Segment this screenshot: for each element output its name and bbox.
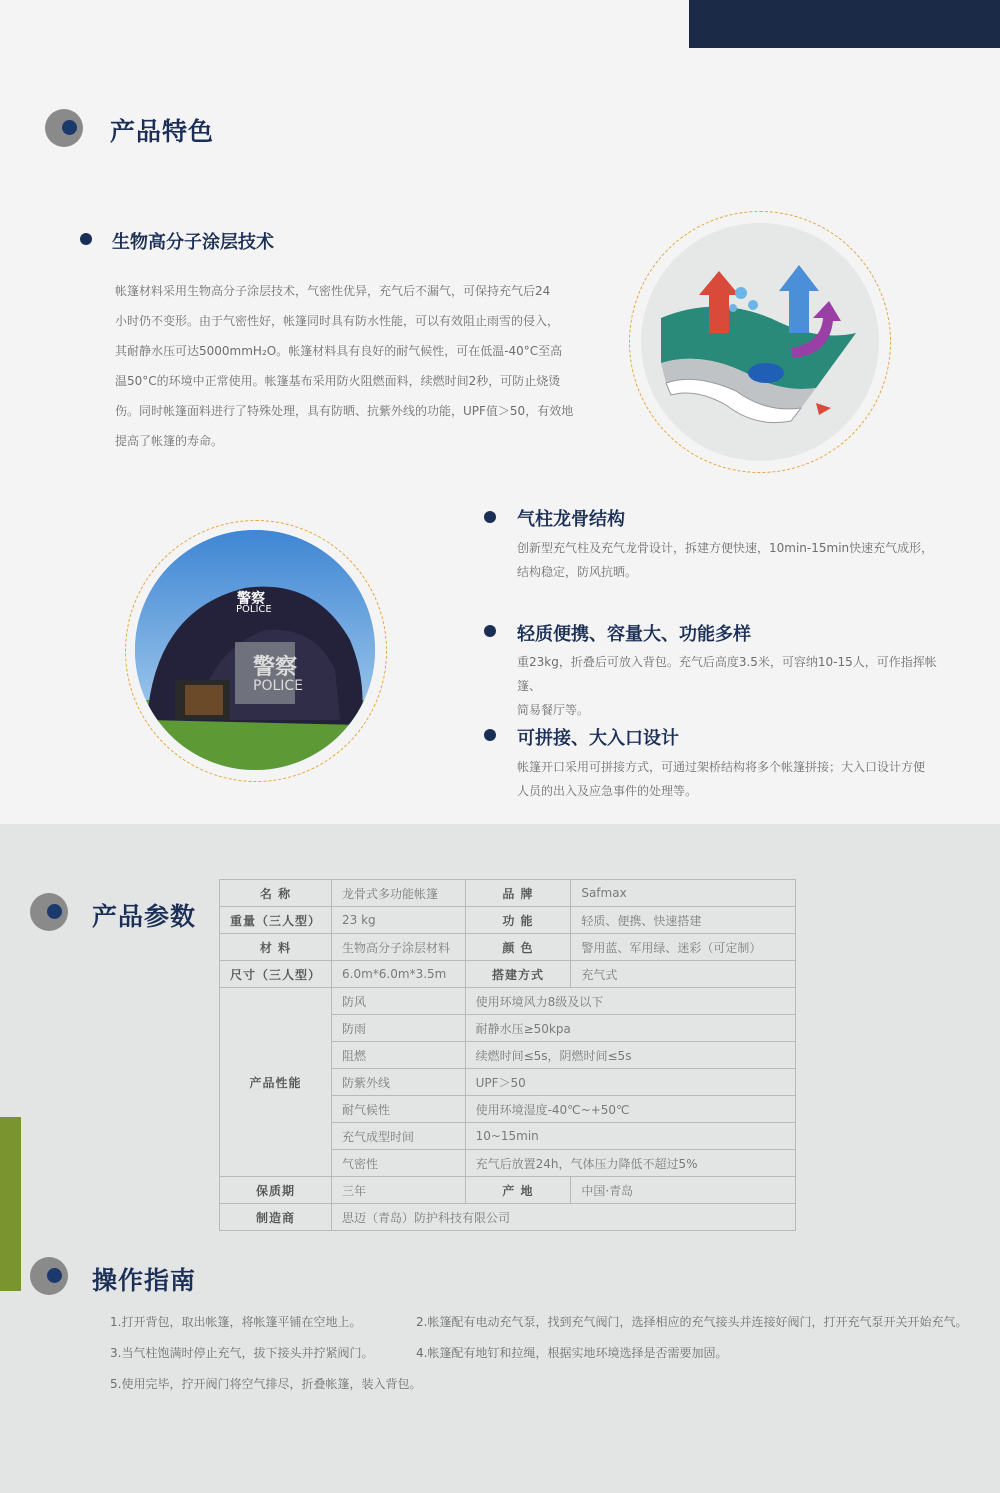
param-label: 保质期 — [220, 1177, 332, 1204]
param-value: 充气式 — [571, 961, 796, 988]
feature-1-line: 温50°C的环境中正常使用。帐篷基布采用防火阻燃面料，续燃时间2秒，可防止烧烫 — [115, 374, 561, 388]
param-label: 制造商 — [220, 1204, 332, 1231]
performance-key: 耐气候性 — [332, 1096, 466, 1123]
param-label: 产品性能 — [220, 988, 332, 1177]
feature-2-line: 创新型充气柱及充气龙骨设计，拆建方便快速，10min-15min快速充气成形， — [517, 541, 934, 555]
feature-2-title: 气柱龙骨结构 — [517, 509, 625, 530]
param-label: 功 能 — [465, 907, 571, 934]
param-value: 23 kg — [332, 907, 466, 934]
guide-step-5: 5.使用完毕，拧开阀门将空气排尽，折叠帐篷，装入背包。 — [110, 1377, 422, 1391]
guide-step-3: 3.当气柱饱满时停止充气，拔下接头并拧紧阀门。 — [110, 1346, 374, 1360]
table-row — [220, 934, 796, 961]
param-value: 思迈（青岛）防护科技有限公司 — [332, 1204, 796, 1231]
performance-value: 续燃时间≤5s，阴燃时间≤5s — [465, 1042, 795, 1069]
param-label: 重量（三人型） — [220, 907, 332, 934]
feature-4-line: 帐篷开口采用可拼接方式，可通过架桥结构将多个帐篷拼接；大入口设计方便 — [517, 760, 926, 774]
feature-3-body — [517, 650, 957, 722]
param-label: 尺寸（三人型） — [220, 961, 332, 988]
table-row — [220, 961, 796, 988]
param-value: 中国·青岛 — [571, 1177, 796, 1204]
param-value: 三年 — [332, 1177, 466, 1204]
feature-1-line: 伤。同时帐篷面料进行了特殊处理，具有防晒、抗紫外线的功能，UPF值＞50，有效地 — [115, 404, 574, 418]
feature-1-line: 帐篷材料采用生物高分子涂层技术，气密性优异，充气后不漏气，可保持充气后24 — [115, 284, 551, 298]
performance-key: 阻燃 — [332, 1042, 466, 1069]
param-value: 警用蓝、军用绿、迷彩（可定制） — [571, 934, 796, 961]
feature-2-body — [517, 536, 957, 584]
feature-bullet-icon — [484, 511, 496, 523]
performance-value: 充气后放置24h，气体压力降低不超过5% — [465, 1150, 795, 1177]
top-navy-bar — [689, 0, 1000, 48]
feature-bullet-icon — [484, 729, 496, 741]
param-value: 生物高分子涂层材料 — [332, 934, 466, 961]
tent-photo — [135, 530, 375, 770]
fabric-layers-illustration — [641, 223, 879, 461]
param-label: 搭建方式 — [465, 961, 571, 988]
feature-1-line: 提高了帐篷的寿命。 — [115, 434, 224, 448]
performance-value: 耐静水压≥50kpa — [465, 1015, 795, 1042]
table-row — [220, 988, 796, 1015]
performance-key: 防雨 — [332, 1015, 466, 1042]
feature-3-line: 重23kg，折叠后可放入背包。充气后高度3.5米，可容纳10-15人，可作指挥帐篷、 — [517, 655, 937, 693]
params-title: 产品参数 — [92, 902, 197, 931]
feature-1-line: 其耐静水压可达5000mmH₂O。帐篷材料具有良好的耐气候性，可在低温-40°C至高 — [115, 344, 563, 358]
param-label: 材 料 — [220, 934, 332, 961]
side-green-bar — [0, 1117, 21, 1291]
tent-sign-cn: 警察 — [237, 591, 265, 607]
feature-bullet-icon — [80, 233, 92, 245]
tent-front-cn: 警察 — [253, 655, 298, 680]
param-value: 龙骨式多功能帐篷 — [332, 880, 466, 907]
feature-2-line: 结构稳定，防风抗晒。 — [517, 565, 638, 579]
feature-4-line: 人员的出入及应急事件的处理等。 — [517, 784, 698, 798]
performance-key: 气密性 — [332, 1150, 466, 1177]
performance-value: 10~15min — [465, 1123, 795, 1150]
performance-value: 使用环境风力8级及以下 — [465, 988, 795, 1015]
table-row — [220, 907, 796, 934]
feature-3-title: 轻质便携、容量大、功能多样 — [517, 624, 751, 645]
param-value: 6.0m*6.0m*3.5m — [332, 961, 466, 988]
guide-step-2: 2.帐篷配有电动充气泵，找到充气阀门，选择相应的充气接头并连接好阀门，打开充气泵开关开始充气。 — [416, 1315, 968, 1329]
tent-sign-en: POLICE — [236, 604, 272, 615]
feature-1-title: 生物高分子涂层技术 — [112, 232, 274, 253]
performance-value: UPF＞50 — [465, 1069, 795, 1096]
tent-front-en: POLICE — [253, 678, 304, 694]
performance-key: 防紫外线 — [332, 1069, 466, 1096]
params-table — [219, 879, 796, 1231]
section-bullet-icon — [30, 893, 68, 931]
performance-key: 充气成型时间 — [332, 1123, 466, 1150]
features-title: 产品特色 — [110, 117, 215, 146]
feature-4-body — [517, 755, 957, 803]
param-value: 轻质、便携、快速搭建 — [571, 907, 796, 934]
section-bullet-icon — [45, 109, 83, 147]
param-label: 品 牌 — [465, 880, 571, 907]
performance-value: 使用环境湿度-40℃~+50℃ — [465, 1096, 795, 1123]
table-row — [220, 1177, 796, 1204]
feature-bullet-icon — [484, 625, 496, 637]
guide-step-1: 1.打开背包，取出帐篷，将帐篷平铺在空地上。 — [110, 1315, 362, 1329]
guide-step-4: 4.帐篷配有地钉和拉绳，根据实地环境选择是否需要加固。 — [416, 1346, 728, 1360]
feature-1-line: 小时仍不变形。由于气密性好，帐篷同时具有防水性能，可以有效阻止雨雪的侵入， — [115, 314, 560, 328]
table-row — [220, 1204, 796, 1231]
guide-title: 操作指南 — [92, 1266, 197, 1295]
section-bullet-icon — [30, 1257, 68, 1295]
feature-4-title: 可拼接、大入口设计 — [517, 728, 679, 749]
table-row — [220, 880, 796, 907]
param-label: 名 称 — [220, 880, 332, 907]
fabric-layers-image — [641, 223, 879, 461]
param-value: Safmax — [571, 880, 796, 907]
param-label: 颜 色 — [465, 934, 571, 961]
param-label: 产 地 — [465, 1177, 571, 1204]
performance-key: 防风 — [332, 988, 466, 1015]
feature-1-body — [115, 276, 575, 456]
feature-3-line: 简易餐厅等。 — [517, 703, 590, 717]
